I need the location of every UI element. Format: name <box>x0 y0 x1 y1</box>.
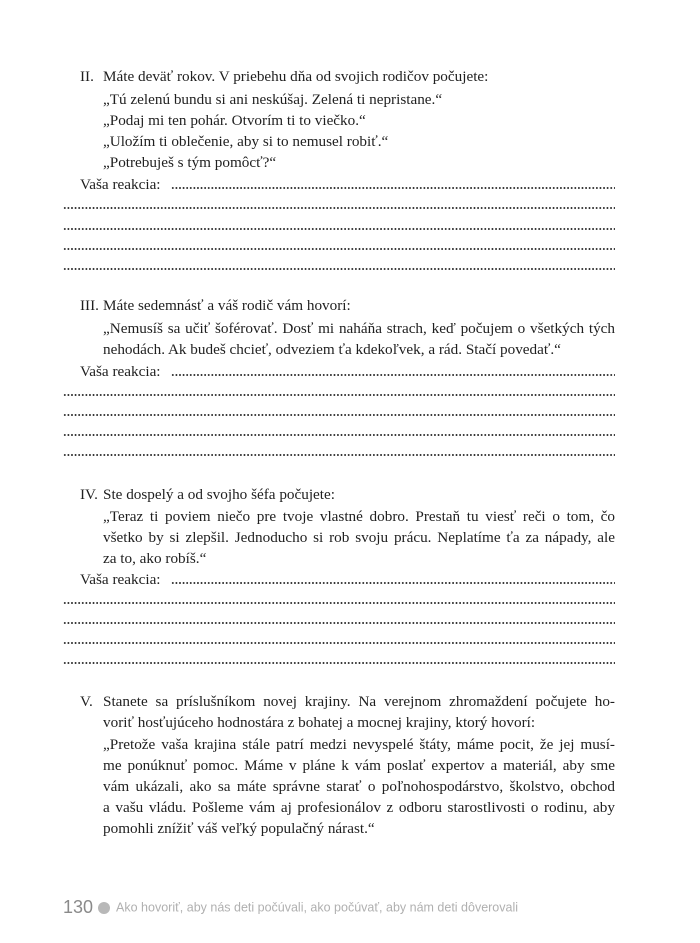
answer-line[interactable] <box>63 267 615 271</box>
quote-line: „Potrebuješ s tým pomôcť?“ <box>103 154 277 171</box>
running-title: Ako hovoriť, aby nás deti počúvali, ako počúvať, aby nám deti dôverovali <box>116 900 519 915</box>
quote-line: všetko by si zlepšil. Jednoducho si rob svoju prácu. Neplatíme ťa za nápady, ale <box>103 529 615 546</box>
exercise-numeral: III. <box>80 297 99 314</box>
answer-line[interactable] <box>63 621 615 625</box>
answer-line[interactable] <box>63 393 615 397</box>
quote-line: me ponúknuť pomoc. Máme v pláne k vám poslať expertov a materiál, aby sme <box>103 757 615 774</box>
quote-line: za to, ako robíš.“ <box>103 550 207 567</box>
quote-line: „Pretože vaša krajina stále patrí medzi nevyspelé štáty, máme pocit, že jej musí- <box>103 736 615 753</box>
answer-line[interactable] <box>63 641 615 645</box>
quote-line: pomohli znížiť váš veľký populačný nárast.“ <box>103 820 375 837</box>
page-footer <box>63 897 518 918</box>
quote-line: „Nemusíš sa učiť šoférovať. Dosť mi naháňa strach, keď počujem o všetkých tých <box>103 320 615 337</box>
answer-line[interactable] <box>63 453 615 457</box>
page-number: 130 <box>63 897 94 917</box>
exercise-numeral: V. <box>80 693 93 710</box>
reaction-label: Vaša reakcia: <box>80 176 161 193</box>
quote-line: „Podaj mi ten pohár. Otvorím ti to viečko.“ <box>103 112 366 129</box>
quote-line: nehodách. Ak budeš chcieť, odveziem ťa kdekoľvek, a rád. Stačí povedať.“ <box>103 341 561 358</box>
bullet-icon <box>98 902 110 914</box>
quote-line: „Uložím ti oblečenie, aby si to nemusel robiť.“ <box>103 133 389 150</box>
quote-line: a vašu vládu. Pošleme vám aj profesionálov z odboru starostlivosti o rodinu, aby <box>103 799 615 816</box>
quote-line: vám ukázali, ako sa máte správne starať o poľnohospodárstvo, školstvo, obchod <box>103 778 615 795</box>
reaction-label: Vaša reakcia: <box>80 571 161 588</box>
quote-line: „Teraz ti poviem niečo pre tvoje vlastné dobro. Prestaň tu viesť reči o tom, čo <box>103 508 615 525</box>
answer-line[interactable] <box>63 227 615 231</box>
exercise-intro: Ste dospelý a od svojho šéfa počujete: <box>103 486 335 503</box>
exercise-intro: voriť hosťujúceho hodnostára z bohatej a mocnej krajiny, ktorý hovorí: <box>103 714 536 731</box>
answer-line[interactable] <box>63 247 615 251</box>
answer-line[interactable] <box>63 661 615 665</box>
exercise-numeral: IV. <box>80 486 98 503</box>
quote-line: „Tú zelenú bundu si ani neskúšaj. Zelená ti nepristane.“ <box>103 91 443 108</box>
answer-line[interactable] <box>63 601 615 605</box>
answer-line[interactable] <box>63 433 615 437</box>
reaction-label: Vaša reakcia: <box>80 363 161 380</box>
answer-line[interactable] <box>171 186 615 190</box>
answer-line[interactable] <box>63 413 615 417</box>
exercise-intro: Máte deväť rokov. V priebehu dňa od svojich rodičov počujete: <box>103 68 489 85</box>
answer-line[interactable] <box>171 373 615 377</box>
exercise-intro: Máte sedemnásť a váš rodič vám hovorí: <box>103 297 351 314</box>
answer-line[interactable] <box>171 581 615 585</box>
exercise-intro: Stanete sa príslušníkom novej krajiny. Na verejnom zhromaždení počujete ho- <box>103 693 615 710</box>
exercise-numeral: II. <box>80 68 94 85</box>
answer-line[interactable] <box>63 206 615 210</box>
